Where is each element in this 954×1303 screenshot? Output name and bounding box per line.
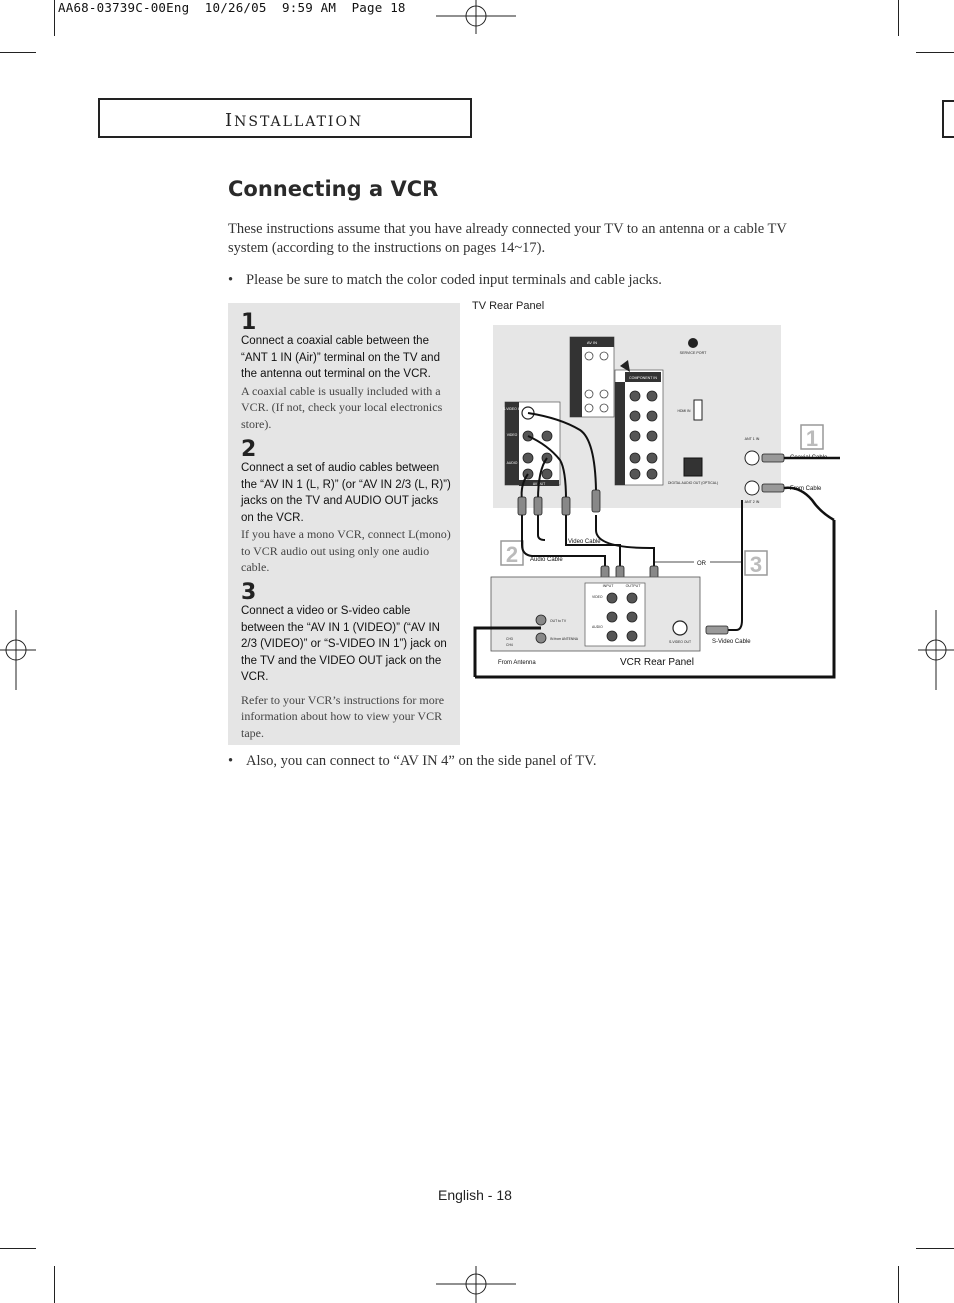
vcr-rear-panel-label: VCR Rear Panel [620,657,694,668]
ant2-label: ANT 2 IN [744,500,760,504]
bullet-av-in-4: • Also, you can connect to “AV IN 4” on the side panel of TV. [228,753,597,769]
coaxial-cable-label: Coaxial Cable [790,455,828,461]
step-note: If you have a mono VCR, connect L(mono) to VCR audio out using only one audio cable. [241,527,451,574]
optical-jack [684,458,702,476]
vcr-in-antenna-jack [536,633,546,643]
vcr-audio-label: AUDIO [592,625,603,629]
registration-mark-top [436,0,516,34]
tv-rear-panel-label: TV Rear Panel [472,300,545,312]
step-3 [241,580,451,741]
ch3-label: CH3 [506,637,513,641]
section-title: INSTALLATION [225,110,364,131]
or-label: OR [697,561,706,567]
from-cable-label: From Cable [790,486,822,492]
intro-paragraph: These instructions assume that you have already connected your TV to an antenna or a cable TV system (according to the instructions on pages 14~17). [228,221,787,256]
service-port-jack [688,338,698,348]
page-title: Connecting a VCR [228,177,439,201]
service-port-label: SERVICE PORT [679,351,707,355]
vcr-output-label: OUTPUT [625,584,641,588]
ant1-label: ANT 1 IN [744,437,760,441]
ch4-label: CH4 [506,643,513,647]
vcr-svideo-out-jack [673,621,687,635]
av-out-label: AV OUT [532,482,546,486]
vcr-input-label: INPUT [602,584,614,588]
audio-label: AUDIO [506,461,518,465]
steps-panel [228,303,460,745]
callout-2 [501,541,523,567]
side-tab [942,100,954,138]
step-instruction: Connect a coaxial cable between the “ANT 1 IN (Air)” terminal on the TV and the antenna out terminal on the VCR. [241,335,440,380]
video-label: VIDEO [506,433,518,437]
vcr-svideo-out-label: S-VIDEO OUT [668,640,692,644]
registration-mark-right [918,610,954,690]
ant2-jack [745,481,759,495]
vcr-video-label: VIDEO [592,595,603,599]
vcr-in-antenna-label: IN from ANTENNA [550,637,579,641]
step-instruction: Connect a video or S-video cable between the “AV IN 1 (VIDEO)” (“AV IN 2/3 (VIDEO)” or “S-VIDEO IN 1”) jack on the TV and the VIDEO OUT jack on the VCR. [241,605,447,683]
registration-mark-left [0,610,36,690]
from-antenna-label: From Antenna [498,660,536,666]
section-header [98,98,472,138]
optical-label: DIGITAL AUDIO OUT (OPTICAL) [667,481,719,485]
component-in-label: COMPONENT IN [629,376,657,380]
step-1 [241,310,451,432]
hdmi-jack [694,400,702,420]
bullet-color-match: • Please be sure to match the color coded input terminals and cable jacks. [228,272,662,288]
step-number: 1 [241,310,257,335]
ant1-jack [745,451,759,465]
vcr-out-to-tv-label: OUT to TV [550,619,567,623]
registration-mark-bottom [436,1266,516,1303]
step-note: A coaxial cable is usually included with a VCR. (If not, check your local electronics store). [241,383,443,431]
step-number: 2 [241,437,257,462]
audio-cable-label: Audio Cable [530,557,563,563]
print-slug: AA68-03739C-00Eng 10/26/05 9:59 AM Page 18 [58,0,406,15]
callout-3 [745,551,767,577]
av-in-label: AV IN [586,340,598,345]
hdmi-label: HDMI IN [677,409,691,413]
step-note: Refer to your VCR’s instructions for more information about how to view your VCR tape. [241,692,445,740]
video-cable-label: Video Cable [568,539,601,545]
step-instruction: Connect a set of audio cables between the “AV IN 1 (L, R)” (or “AV IN 2/3 (L, R)”) jacks on the TV and AUDIO OUT jacks on the VCR. [241,462,451,524]
callout-1 [801,425,823,451]
step-2 [241,437,451,576]
step-number: 3 [241,580,257,605]
svg-text:1: 1 [805,426,819,451]
svideo-cable-label: S-Video Cable [712,639,751,645]
svideo-in-label: S-VIDEO IN [502,407,522,411]
svg-text:2: 2 [505,542,519,567]
connection-diagram [470,318,842,686]
svg-text:3: 3 [749,552,763,577]
page-number: English - 18 [438,1187,512,1203]
vcr-out-to-tv-jack [536,615,546,625]
